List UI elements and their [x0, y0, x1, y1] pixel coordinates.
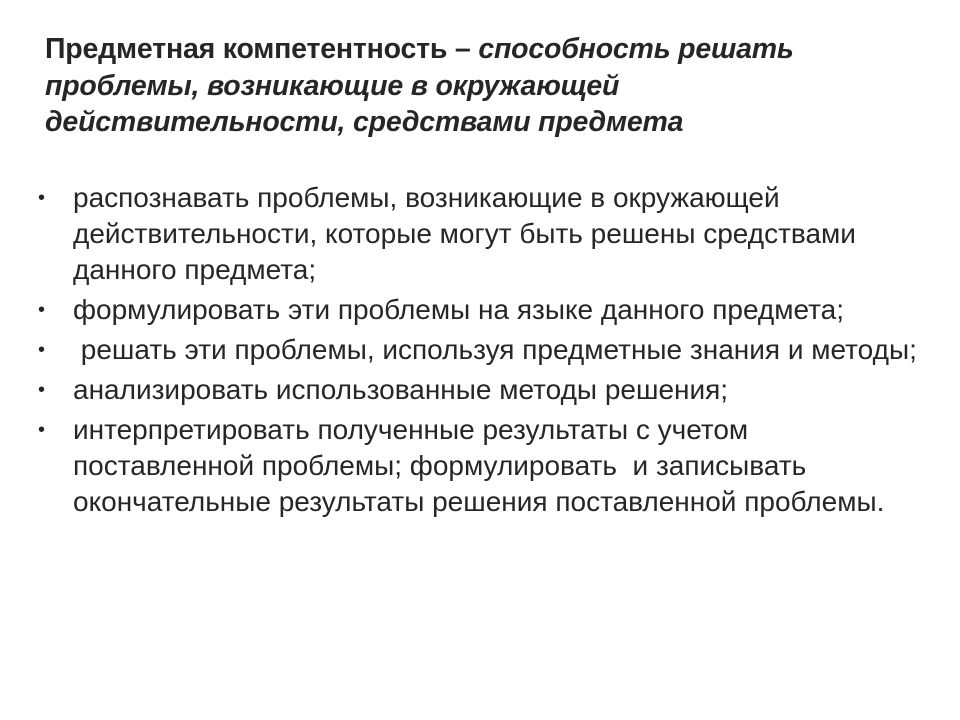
bullet-icon: •: [38, 299, 46, 321]
bullet-icon: •: [38, 419, 46, 441]
bullet-icon: •: [38, 187, 46, 209]
bullet-icon: •: [38, 379, 46, 401]
title-dash: –: [447, 33, 479, 65]
list-item: [38, 292, 918, 328]
bullet-text: анализировать использованные методы решения;: [73, 374, 729, 405]
bullet-list: [38, 180, 918, 524]
bullet-text: распознавать проблемы, возникающие в окружающей действительности, которые могут быть решены средствами данного предмета;: [73, 182, 856, 285]
bullet-text: решать эти проблемы, используя предметные знания и методы;: [73, 334, 917, 365]
title-definition: способность решать проблемы, возникающие в окружающей действительности, средствами предмета: [45, 33, 794, 138]
list-item: [38, 412, 918, 520]
list-item: [38, 180, 918, 288]
list-item: [38, 372, 918, 408]
title-lead: Предметная компетентность: [45, 33, 448, 65]
slide-title: [45, 31, 925, 141]
bullet-text: формулировать эти проблемы на языке данного предмета;: [73, 294, 845, 325]
bullet-text: интерпретировать полученные результаты с учетом поставленной проблемы; формулировать и записывать окончательные результаты решения поставленной проблемы.: [73, 414, 885, 517]
list-item: [38, 332, 918, 368]
bullet-icon: •: [38, 339, 46, 361]
